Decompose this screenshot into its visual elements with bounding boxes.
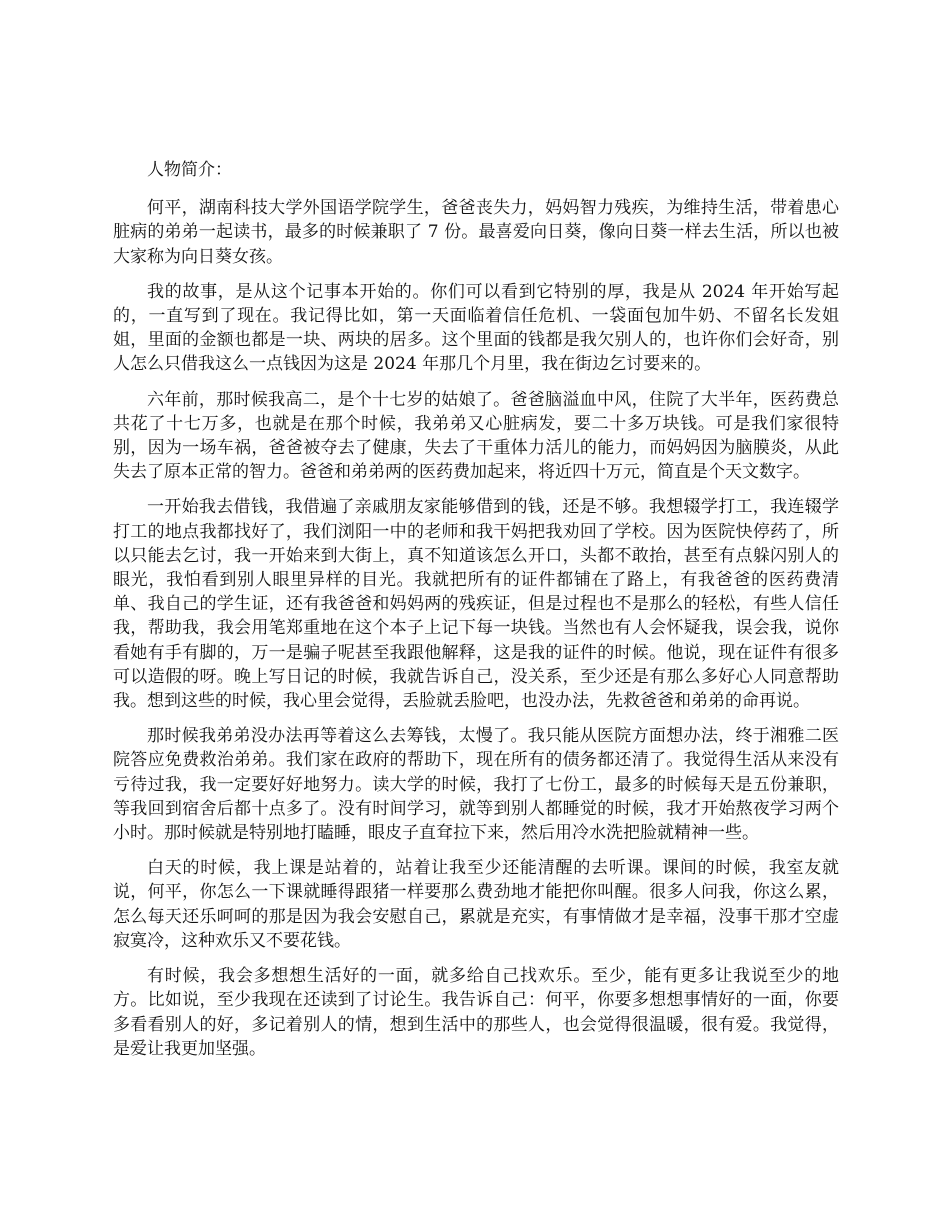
document-body: [113, 158, 839, 1072]
paragraph-optimism: 有时候，我会多想想生活好的一面，就多给自己找欢乐。至少，能有更多让我说至少的地方。比如说，至少我现在还读到了讨论生。我告诉自己：何平，你要多想想事情好的一面，你要多看看别人的好，多记着别人的情，想到生活中的那些人，也会觉得很温暖，很有爱。我觉得，是爱让我更加坚强。: [113, 966, 839, 1059]
document-heading: 人物简介：: [147, 160, 232, 180]
paragraph-begging: 一开始我去借钱，我借遍了亲戚朋友家能够借到的钱，还是不够。我想辍学打工，我连辍学打工的地点我都找好了，我们浏阳一中的老师和我干妈把我劝回了学校。因为医院快停药了，所以只能去乞讨，我一开始来到大街上，真不知道该怎么开口，头都不敢抬，甚至有点躲闪别人的眼光，我怕看到别人眼里异样的目光。我就把所有的证件都铺在了路上，有我爸爸的医药费清单、我自己的学生证，还有我爸爸和妈妈两的残疾证，但是过程也不是那么的轻松，有些人信任我，帮助我，我会用笔郑重地在这个本子上记下每一块钱。当然也有人会怀疑我，误会我，说你看她有手有脚的，万一是骗子呢甚至我跟他解释，这是我的证件的时候。他说，现在证件有很多可以造假的呀。晚上写日记的时候，我就告诉自己，没关系，至少还是有那么多好心人同意帮助我。想到这些的时候，我心里会觉得，丢脸就丢脸吧，也没办法，先救爸爸和弟弟的命再说。: [113, 497, 839, 712]
paragraph-family-illness: 六年前，那时候我高二，是个十七岁的姑娘了。爸爸脑溢血中风，住院了大半年，医药费总共花了十七万多，也就是在那个时候，我弟弟又心脏病发，要二十多万块钱。可是我们家很特别，因为一场车祸，爸爸被夺去了健康，失去了干重体力活儿的能力，而妈妈因为脑膜炎，从此失去了原本正常的智力。爸爸和弟弟两的医药费加起来，将近四十万元，简直是个天文数字。: [113, 389, 839, 483]
paragraph-hospital-work: 那时候我弟弟没办法再等着这么去筹钱，太慢了。我只能从医院方面想办法，终于湘雅二医院答应免费救治弟弟。我们家在政府的帮助下，现在所有的债务都还清了。我觉得生活从来没有亏待过我，我一定要好好地努力。读大学的时候，我打了七份工，最多的时候每天是五份兼职，等我回到宿舍后都十点多了。没有时间学习，就等到别人都睡觉的时候，我才开始熬夜学习两个小时。那时候就是特别地打瞌睡，眼皮子直耷拉下来，然后用冷水洗把脸就精神一些。: [113, 726, 839, 844]
paragraph-profile: 何平，湖南科技大学外国语学院学生，爸爸丧失力，妈妈智力残疾，为维持生活，带着患心脏病的弟弟一起读书，最多的时候兼职了 7 份。最喜爱向日葵，像向日葵一样去生活，所以也被大家称为向日葵女孩。: [113, 198, 839, 267]
paragraph-daytime-class: 白天的时候，我上课是站着的，站着让我至少还能清醒的去听课。课间的时候，我室友就说，何平，你怎么一下课就睡得跟猪一样要那么费劲地才能把你叫醒。很多人问我，你这么累，怎么每天还乐呵呵的那是因为我会安慰自己，累就是充实，有事情做才是幸福，没事干那才空虚寂寞冷，这种欢乐又不要花钱。: [113, 858, 839, 951]
paragraph-notebook: 我的故事，是从这个记事本开始的。你们可以看到它特别的厚，我是从 2024 年开始写起的，一直写到了现在。我记得比如，第一天面临着信任危机、一袋面包加牛奶、不留名长发姐姐，里面的金额也都是一块、两块的居多。这个里面的钱都是我欠别人的，也许你们会好奇，别人怎么只借我这么一点钱因为这是 2024 年那几个月里，我在街边乞讨要来的。: [113, 281, 839, 375]
